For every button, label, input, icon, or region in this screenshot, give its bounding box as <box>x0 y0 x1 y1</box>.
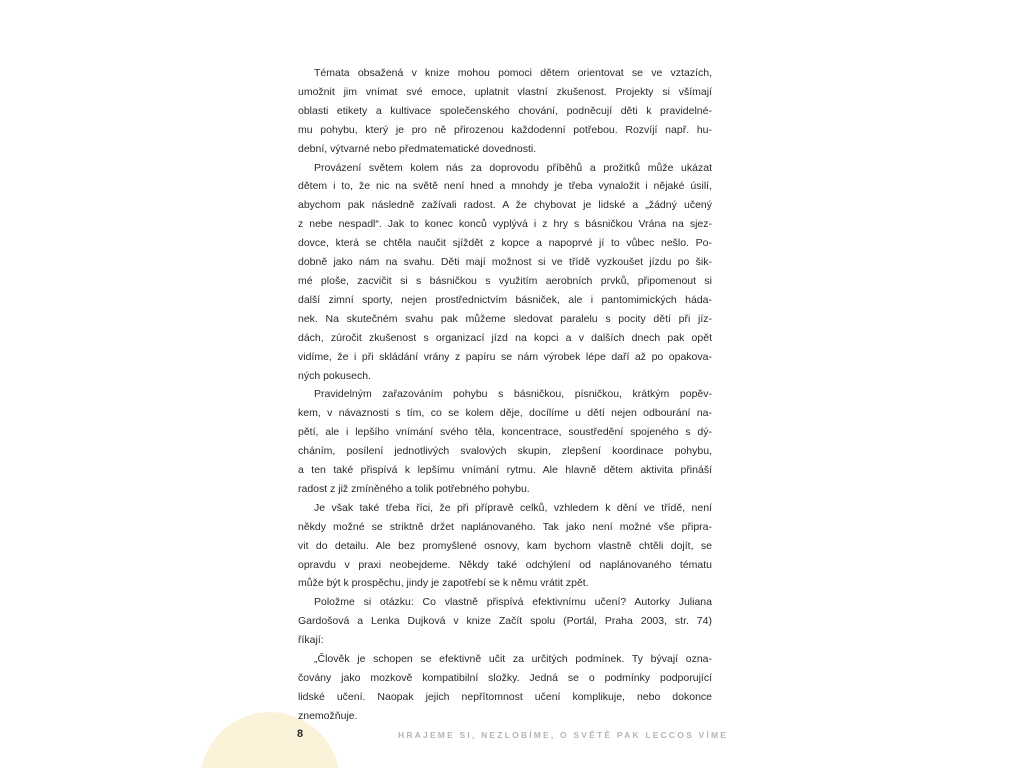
text-line: Je však také třeba říci, že při přípravě celků, vzhledem k dění ve třídě, není <box>314 501 712 514</box>
paragraph <box>298 593 712 650</box>
text-line: vit do detailu. Ale bez promyšlené osnovy, kam bychom vlastně chtěli dojít, se <box>298 539 712 552</box>
text-line: čovány jako mozkově kompatibilní složky. Jedná se o podmínky podporující <box>298 672 712 684</box>
text-line: Pravidelným zařazováním pohybu s básničkou, písničkou, krátkým popěv- <box>314 388 712 401</box>
body-text <box>298 64 712 726</box>
paragraph <box>298 64 712 159</box>
paragraph <box>298 385 712 498</box>
text-line: někdy možné se striktně držet naplánovaného. Tak jako není možné vše připra- <box>298 520 712 533</box>
text-line: říkají: <box>298 634 324 647</box>
text-line: nek. Na skutečném svahu pak můžeme sledovat paralelu s pocity dětí při jíz- <box>298 312 712 325</box>
text-line: vidíme, že i při skládání vrány z papíru se nám výrobek lépe daří až po opakova- <box>298 350 712 363</box>
text-line: z nebe nespadl“. Jak to konec konců vyplývá i z hry s básničkou Vrána na sjez- <box>298 218 712 231</box>
text-line: ných pokusech. <box>298 369 371 382</box>
paragraph <box>298 159 712 386</box>
text-line: znemožňuje. <box>298 709 358 722</box>
paragraph <box>298 650 712 726</box>
text-line: mé ploše, zacvičit si s básničkou s využitím aerobních prvků, připomenout si <box>298 274 712 287</box>
paragraph <box>298 499 712 594</box>
text-line: Gardošová a Lenka Dujková v knize Začít spolu (Portál, Praha 2003, str. 74) <box>298 615 712 628</box>
text-line: cháním, posílení jednotlivých svalových skupin, zlepšení koordinace pohybu, <box>298 445 712 458</box>
text-line: Položme si otázku: Co vlastně přispívá efektivnímu učení? Autorky Juliana <box>314 596 712 609</box>
text-line: „Člověk je schopen se efektivně učit za určitých podmínek. Ty bývají ozna- <box>314 653 712 666</box>
text-line: pětí, ale i lepšího vnímání svého těla, koncentrace, soustředění spojeného s dý- <box>298 426 712 439</box>
text-line: oblasti etikety a kultivace společenského chování, podněcují děti k pravidelné- <box>298 104 712 117</box>
text-line: další zimní sporty, nejen prostřednictvím básniček, ale i pantomimických hádа- <box>298 293 712 306</box>
text-line: mu pohybu, který je pro ně přirozenou každodenní potřebou. Rozvíjí např. hu- <box>298 123 712 136</box>
text-line: kem, v návaznosti s tím, co se kolem děje, docílíme u dětí nejen odbourání na- <box>298 407 712 420</box>
running-footer: HRAJEME SI, NEZLOBÍME, O SVĚTĚ PAK LECCOS VÍME <box>398 730 729 740</box>
text-line: umožnit jim vnímat své emoce, uplatnit vlastní zkušenost. Projekty si všímají <box>298 85 712 98</box>
text-line: abychom pak následně zažívali radost. A že chybovat je lidské a „žádný učený <box>298 199 712 212</box>
text-line: Témata obsažená v knize mohou pomoci dětem orientovat se ve vztazích, <box>314 67 712 79</box>
text-line: dební, výtvarné nebo předmatematické dovednosti. <box>298 142 537 155</box>
text-line: může být k prospěchu, jindy je zapotřebí se k němu vrátit zpět. <box>298 577 589 590</box>
text-line: dovce, která se chtěla naučit sjíždět z kopce a napoprvé jí to vůbec nešlo. Po- <box>298 237 712 250</box>
text-line: lidské učení. Naopak jejich nepřítomnost učení komplikuje, nebo dokonce <box>298 690 712 703</box>
text-line: radost z již zmíněného a tolik potřebného pohybu. <box>298 482 530 495</box>
text-line: dětem i to, že nic na světě není hned a mnohdy je třeba vynaložit i nějaké úsilí, <box>298 180 712 193</box>
text-line: dách, zúročit zkušenost s organizací jízd na kopci a v dalších dnech pak opět <box>298 331 712 344</box>
page-number: 8 <box>297 728 304 740</box>
text-line: a ten také přispívá k lepšímu vnímání rytmu. Ale hlavně dětem aktivita přináší <box>298 464 712 477</box>
text-line: opravdu v praxi neobejdeme. Někdy také odchýlení od naplánovaného tématu <box>298 558 712 571</box>
text-line: dobně jako nám na svahu. Děti mají možnost si ve třídě vyzkoušet jízdu po šik- <box>298 256 712 269</box>
text-line: Provázení světem kolem nás za doprovodu příběhů a prožitků může ukázat <box>314 161 712 174</box>
